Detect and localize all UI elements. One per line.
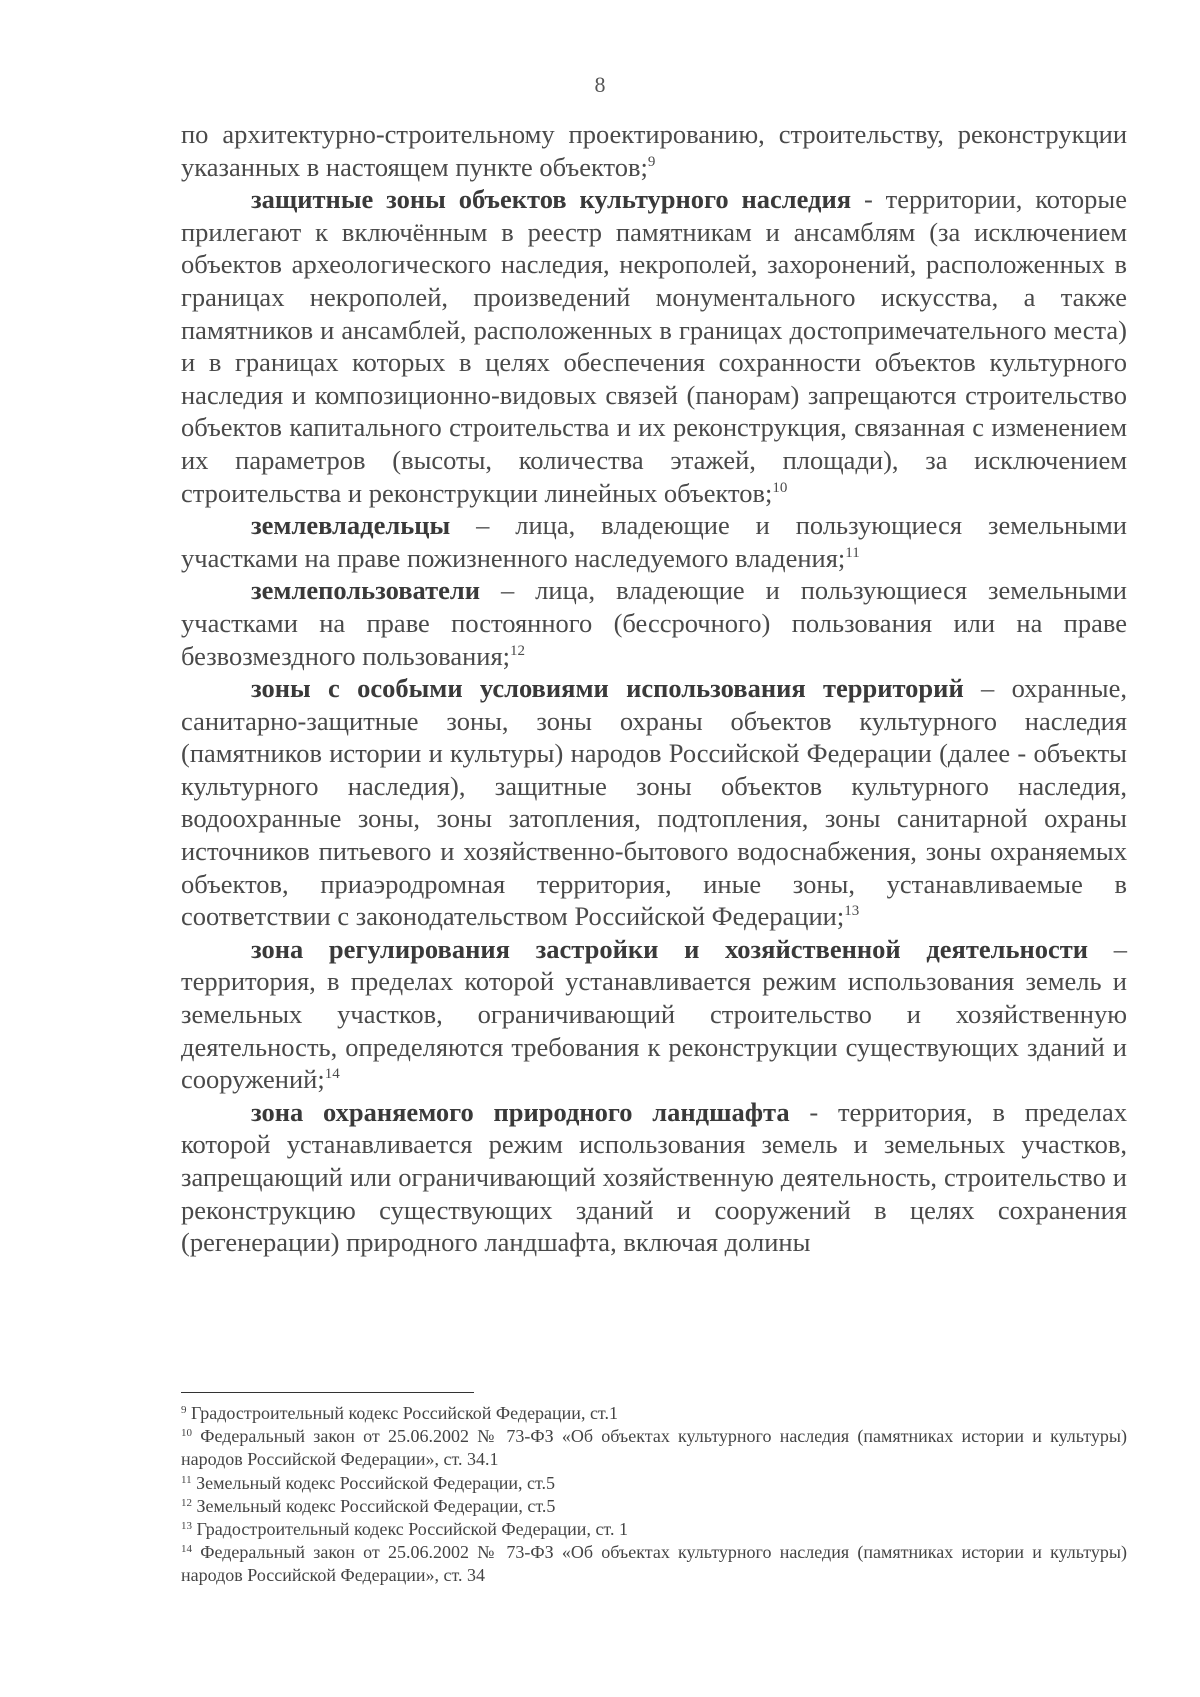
definition-land-users (181, 574, 1127, 672)
footnote (181, 1402, 1127, 1425)
definition-special-use-zones (181, 672, 1127, 933)
defined-term: землепользователи (251, 575, 481, 606)
footnote-divider (181, 1392, 474, 1393)
footnote-ref[interactable]: 14 (324, 1066, 340, 1083)
footnote-number: 11 (181, 1473, 192, 1486)
term-separator: – (1088, 933, 1128, 964)
definition-text: территория, в пределах которой устанавливается режим использования земель и земельных участков, запрещающий или ограничивающий хозяйственную деятельность, строительство и реконструкцию существующих зданий и сооружений в целях сохранения (регенерации) природного ландшафта, включая долины (181, 1096, 1128, 1258)
definition-landowners (181, 509, 1127, 574)
paragraph-text: по архитектурно-строительному проектированию, строительству, реконструкции указанных в настоящем пункте объектов; (181, 119, 1127, 182)
definition-text: лица, владеющие и пользующиеся земельными участками на праве пожизненного наследуемого владения; (181, 510, 1127, 573)
defined-term: землевладельцы (251, 510, 451, 541)
definition-protective-zones (181, 183, 1127, 509)
footnote (181, 1495, 1127, 1518)
term-separator: – (963, 673, 1012, 704)
footnotes (181, 1402, 1127, 1588)
term-separator: - (851, 184, 886, 215)
term-separator: – (480, 575, 536, 606)
body-text (181, 118, 1127, 1259)
footnote-text: Земельный кодекс Российской Федерации, ст.5 (196, 1495, 556, 1516)
footnote (181, 1541, 1127, 1587)
definition-text: территория, в пределах которой устанавливается режим использования земель и земельных участков, ограничивающий строительство и хозяйственную деятельность, определяются требования к реконструкции существующих зданий и сооружений; (181, 966, 1127, 1095)
footnote-ref[interactable]: 13 (844, 903, 860, 920)
defined-term: защитные зоны объектов культурного наследия (251, 184, 852, 215)
footnote-ref[interactable]: 11 (845, 544, 860, 561)
defined-term: зона регулирования застройки и хозяйственной деятельности (251, 933, 1089, 964)
footnote-text: Федеральный закон от 25.06.2002 № 73-ФЗ «Об объектах культурного наследия (памятниках истории и культуры) народов Российской Федерации», ст. 34 (181, 1542, 1128, 1586)
footnote (181, 1425, 1127, 1471)
term-separator: - (789, 1096, 838, 1127)
definition-development-regulation-zone (181, 933, 1127, 1096)
term-separator: – (450, 510, 516, 541)
footnote-number: 9 (181, 1404, 187, 1416)
footnote-number: 13 (181, 1520, 192, 1533)
footnote-number: 12 (181, 1496, 192, 1509)
paragraph-continuation (181, 118, 1127, 183)
definition-text: охранные, санитарно-защитные зоны, зоны охраны объектов культурного наследия (памятников истории и культуры) народов Российской Федерации (далее - объекты культурного наследия), защитные зоны объектов культурного наследия, водоохранные зоны, зоны затопления, подтопления, зоны санитарной охраны источников питьевого и хозяйственно-бытового водоснабжения, зоны охраняемых объектов, приаэродромная территория, иные зоны, устанавливаемые в соответствии с законодательством Российской Федерации; (181, 673, 1127, 932)
footnote-ref[interactable]: 9 (647, 153, 656, 170)
definition-text: лица, владеющие и пользующиеся земельными участками на праве постоянного (бессрочного) пользования или на праве безвозмездного пользования; (181, 575, 1127, 671)
footnote-text: Градостроительный кодекс Российской Федерации, ст. 1 (196, 1519, 628, 1540)
footnote-number: 10 (181, 1427, 192, 1440)
page-number: 8 (594, 72, 606, 97)
footnote-ref[interactable]: 10 (772, 479, 788, 496)
footnote-text: Земельный кодекс Российской Федерации, ст.5 (196, 1472, 555, 1493)
footnote-ref[interactable]: 12 (510, 642, 525, 659)
definition-text: территории, которые прилегают к включённым в реестр памятникам и ансамблям (за исключением объектов археологического наследия, некрополей, захоронений, расположенных в границах некрополей, произведений монументального искусства, а также памятников и ансамблей, расположенных в границах достопримечательного места) и в границах которых в целях обеспечения сохранности объектов культурного наследия и композиционно-видовых связей (панорам) запрещаются строительство объектов капитального строительства и их реконструкция, связанная с изменением их параметров (высоты, количества этажей, площади), за исключением строительства и реконструкции линейных объектов; (181, 184, 1127, 508)
footnote-text: Федеральный закон от 25.06.2002 № 73-ФЗ «Об объектах культурного наследия (памятниках истории и культуры) народов Российской Федерации», ст. 34.1 (181, 1426, 1128, 1470)
footnote-number: 14 (181, 1543, 192, 1556)
footnote-text: Градостроительный кодекс Российской Федерации, ст.1 (191, 1403, 618, 1423)
definition-protected-landscape-zone (181, 1096, 1127, 1259)
footnote (181, 1518, 1127, 1541)
defined-term: зоны с особыми условиями использования территорий (251, 673, 964, 704)
defined-term: зона охраняемого природного ландшафта (251, 1096, 790, 1127)
footnote (181, 1472, 1127, 1495)
